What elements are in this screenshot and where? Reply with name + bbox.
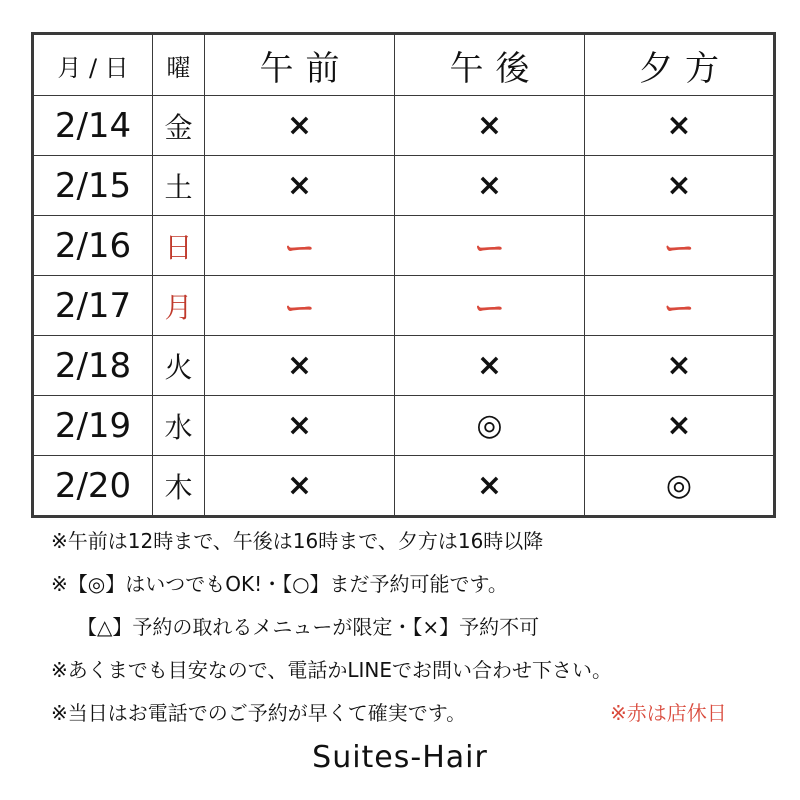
holiday-legend-note: ※赤は店休日 xyxy=(610,701,727,725)
evening-status: × xyxy=(585,96,775,156)
same-day-note: ※当日はお電話でのご予約が早くて確実です。 xyxy=(51,701,467,725)
morning-status: × xyxy=(205,96,395,156)
date-cell: 2/18 xyxy=(33,336,153,396)
header-afternoon: 午後 xyxy=(395,34,585,96)
weekday-cell: 木 xyxy=(153,456,205,517)
table-row xyxy=(33,456,775,517)
afternoon-status: ー xyxy=(395,276,585,336)
header-month-day: 月 / 日 xyxy=(33,34,153,96)
afternoon-status: × xyxy=(395,96,585,156)
symbol-legend-note: ※【◎】はいつでもOK!・【○】まだ予約可能です。 xyxy=(51,572,508,596)
evening-status: ◎ xyxy=(585,456,775,517)
table-row xyxy=(33,276,775,336)
weekday-cell: 土 xyxy=(153,156,205,216)
date-cell: 2/17 xyxy=(33,276,153,336)
afternoon-status: × xyxy=(395,156,585,216)
morning-status: × xyxy=(205,156,395,216)
afternoon-status: ◎ xyxy=(395,396,585,456)
time-slot-note: ※午前は12時まで、午後は16時まで、夕方は16時以降 xyxy=(51,529,544,553)
table-row xyxy=(33,96,775,156)
table-row xyxy=(33,216,775,276)
date-cell: 2/20 xyxy=(33,456,153,517)
symbol-legend-note-2: 【△】予約の取れるメニューが限定・【×】予約不可 xyxy=(77,615,540,639)
weekday-cell: 日 xyxy=(153,216,205,276)
evening-status: × xyxy=(585,156,775,216)
afternoon-status: ー xyxy=(395,216,585,276)
header-evening: 夕方 xyxy=(585,34,775,96)
brand-name: Suites-Hair xyxy=(312,740,488,775)
table-row xyxy=(33,396,775,456)
evening-status: × xyxy=(585,396,775,456)
weekday-cell: 金 xyxy=(153,96,205,156)
morning-status: × xyxy=(205,456,395,517)
weekday-cell: 火 xyxy=(153,336,205,396)
table-row xyxy=(33,336,775,396)
date-cell: 2/15 xyxy=(33,156,153,216)
morning-status: × xyxy=(205,336,395,396)
morning-status: ー xyxy=(205,216,395,276)
table-row xyxy=(33,156,775,216)
availability-table xyxy=(31,32,776,518)
evening-status: ー xyxy=(585,216,775,276)
evening-status: × xyxy=(585,336,775,396)
table-header-row xyxy=(33,34,775,96)
date-cell: 2/16 xyxy=(33,216,153,276)
afternoon-status: × xyxy=(395,336,585,396)
date-cell: 2/14 xyxy=(33,96,153,156)
header-weekday: 曜 xyxy=(153,34,205,96)
afternoon-status: × xyxy=(395,456,585,517)
header-morning: 午前 xyxy=(205,34,395,96)
weekday-cell: 月 xyxy=(153,276,205,336)
evening-status: ー xyxy=(585,276,775,336)
morning-status: × xyxy=(205,396,395,456)
date-cell: 2/19 xyxy=(33,396,153,456)
morning-status: ー xyxy=(205,276,395,336)
contact-note: ※あくまでも目安なので、電話かLINEでお問い合わせ下さい。 xyxy=(51,658,612,682)
weekday-cell: 水 xyxy=(153,396,205,456)
